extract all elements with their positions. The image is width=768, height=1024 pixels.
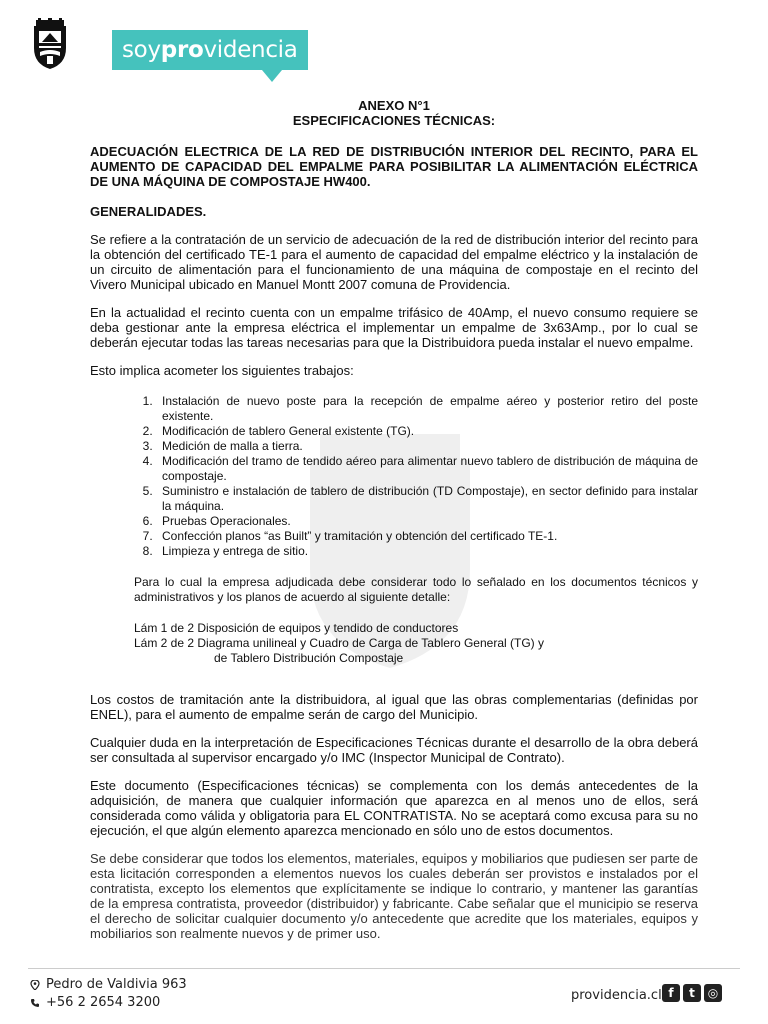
paragraph-complement: Este documento (Especificaciones técnicas) se complementa con los demás antecedentes de la adquisición, de manera que cualquier información que aparezca en al menos uno de ellos, será considerada como válida y obligatoria para EL CONTRATISTA. No se aceptará como excusa para su no ejecución, el que algún elemento aparezca mencionado en sólo uno de estos documentos. — [90, 778, 698, 838]
plans-list — [134, 621, 698, 666]
plan-sheet-2-cont: de Tablero Distribución Compostaje — [214, 651, 404, 665]
phone-icon — [30, 998, 40, 1008]
generalidades-heading: GENERALIDADES. — [90, 204, 207, 219]
paragraph-costs: Los costos de tramitación ante la distribuidora, al igual que las obras complementarias (definidas por ENEL), para el aumento de empalme serán de cargo del Municipio. — [90, 692, 698, 722]
specs-heading: ESPECIFICACIONES TÉCNICAS: — [292, 113, 496, 128]
list-item: 1. Instalación de nuevo poste para la recepción de empalme aéreo y posterior retiro del poste existente. — [156, 394, 698, 424]
paragraph-current-status: En la actualidad el recinto cuenta con un empalme trifásico de 40Amp, el nuevo consumo requiere se deba gestionar ante la empresa eléctrica el implementar un empalme de 3x63Amp., por lo cual se deberán ejecutar todas las tareas necesarias para que la Distribuidora pueda instalar el nuevo empalme. — [90, 305, 698, 350]
annex-number: ANEXO N°1 — [358, 98, 430, 113]
list-item: 7. Confección planos “as Built” y tramitación y obtención del certificado TE-1. — [156, 529, 698, 544]
header — [30, 18, 298, 82]
twitter-icon[interactable]: t — [683, 984, 701, 1002]
location-pin-icon — [30, 980, 40, 990]
paragraph-works-intro: Esto implica acometer los siguientes trabajos: — [90, 363, 354, 378]
list-item: 2. Modificación de tablero General existente (TG). — [156, 424, 698, 439]
logo-bold: pro — [160, 37, 204, 63]
facebook-icon[interactable]: f — [662, 984, 680, 1002]
list-item: 5. Suministro e instalación de tablero de distribución (TD Compostaje), en sector definido para instalar la máquina. — [156, 484, 698, 514]
website-link[interactable]: providencia.cl — [571, 988, 662, 1003]
paragraph-doubts: Cualquier duda en la interpretación de Especificaciones Técnicas durante el desarrollo de la obra deberá ser consultada al supervisor encargado y/o IMC (Inspector Municipal de Contrato). — [90, 735, 698, 765]
plans-note: Para lo cual la empresa adjudicada debe considerar todo lo señalado en los documentos técnicos y administrativos y los planos de acuerdo al siguiente detalle: — [134, 575, 698, 604]
footer-phone: +56 2 2654 3200 — [46, 995, 161, 1010]
paragraph-intro: Se refiere a la contratación de un servicio de adecuación de la red de distribución interior del recinto para la obtención del certificado TE-1 para el aumento de capacidad del empalme eléctrico y la instalación de un circuito de alimentación para el funcionamiento de una máquina de compostaje en el recinto del Vivero Municipal ubicado en Manuel Montt 2007 comuna de Providencia. — [90, 232, 698, 292]
paragraph-new-items: Se debe considerar que todos los elementos, materiales, equipos y mobiliarios que pudiesen ser parte de esta licitación corresponden a elementos nuevos los cuales deberán ser provistos e instalados por el contratista, excepto los elementos que explícitamente se indique lo contrario, y mantener las garantías de la empresa contratista, proveedor (distribuidor) y fabricante. Cabe señalar que el municipio se reserva el derecho de solicitar cualquier documento y/o antecedente que acredite que los materiales, equipos y mobiliarios son realmente nuevos y de primer uso. — [90, 851, 698, 941]
plan-sheet-2: Lám 2 de 2 Diagrama unilineal y Cuadro de Carga de Tablero General (TG) y — [134, 636, 544, 650]
works-list — [90, 394, 698, 559]
document-title: ADECUACIÓN ELECTRICA DE LA RED DE DISTRIBUCIÓN INTERIOR DEL RECINTO, PARA EL AUMENTO DE CAPACIDAD DEL EMPALME PARA POSIBILITAR LA ALIMENTACIÓN ELÉCTRICA DE UNA MÁQUINA DE COMPOSTAJE HW400. — [90, 144, 698, 189]
logo-suffix: videncia — [203, 37, 298, 63]
instagram-icon[interactable]: ◎ — [704, 984, 722, 1002]
soyprovidencia-logo — [112, 30, 308, 70]
list-item: 8. Limpieza y entrega de sitio. — [156, 544, 698, 559]
logo-prefix: soy — [122, 37, 161, 63]
list-item: 3. Medición de malla a tierra. — [156, 439, 698, 454]
footer — [0, 968, 768, 1024]
list-item: 4. Modificación del tramo de tendido aéreo para alimentar nuevo tablero de distribución de máquina de compostaje. — [156, 454, 698, 484]
municipal-crest-icon — [30, 18, 70, 70]
document-body — [90, 98, 698, 941]
footer-address: Pedro de Valdivia 963 — [46, 977, 187, 992]
list-item: 6. Pruebas Operacionales. — [156, 514, 698, 529]
plan-sheet-1: Lám 1 de 2 Disposición de equipos y tendido de conductores — [134, 621, 459, 635]
